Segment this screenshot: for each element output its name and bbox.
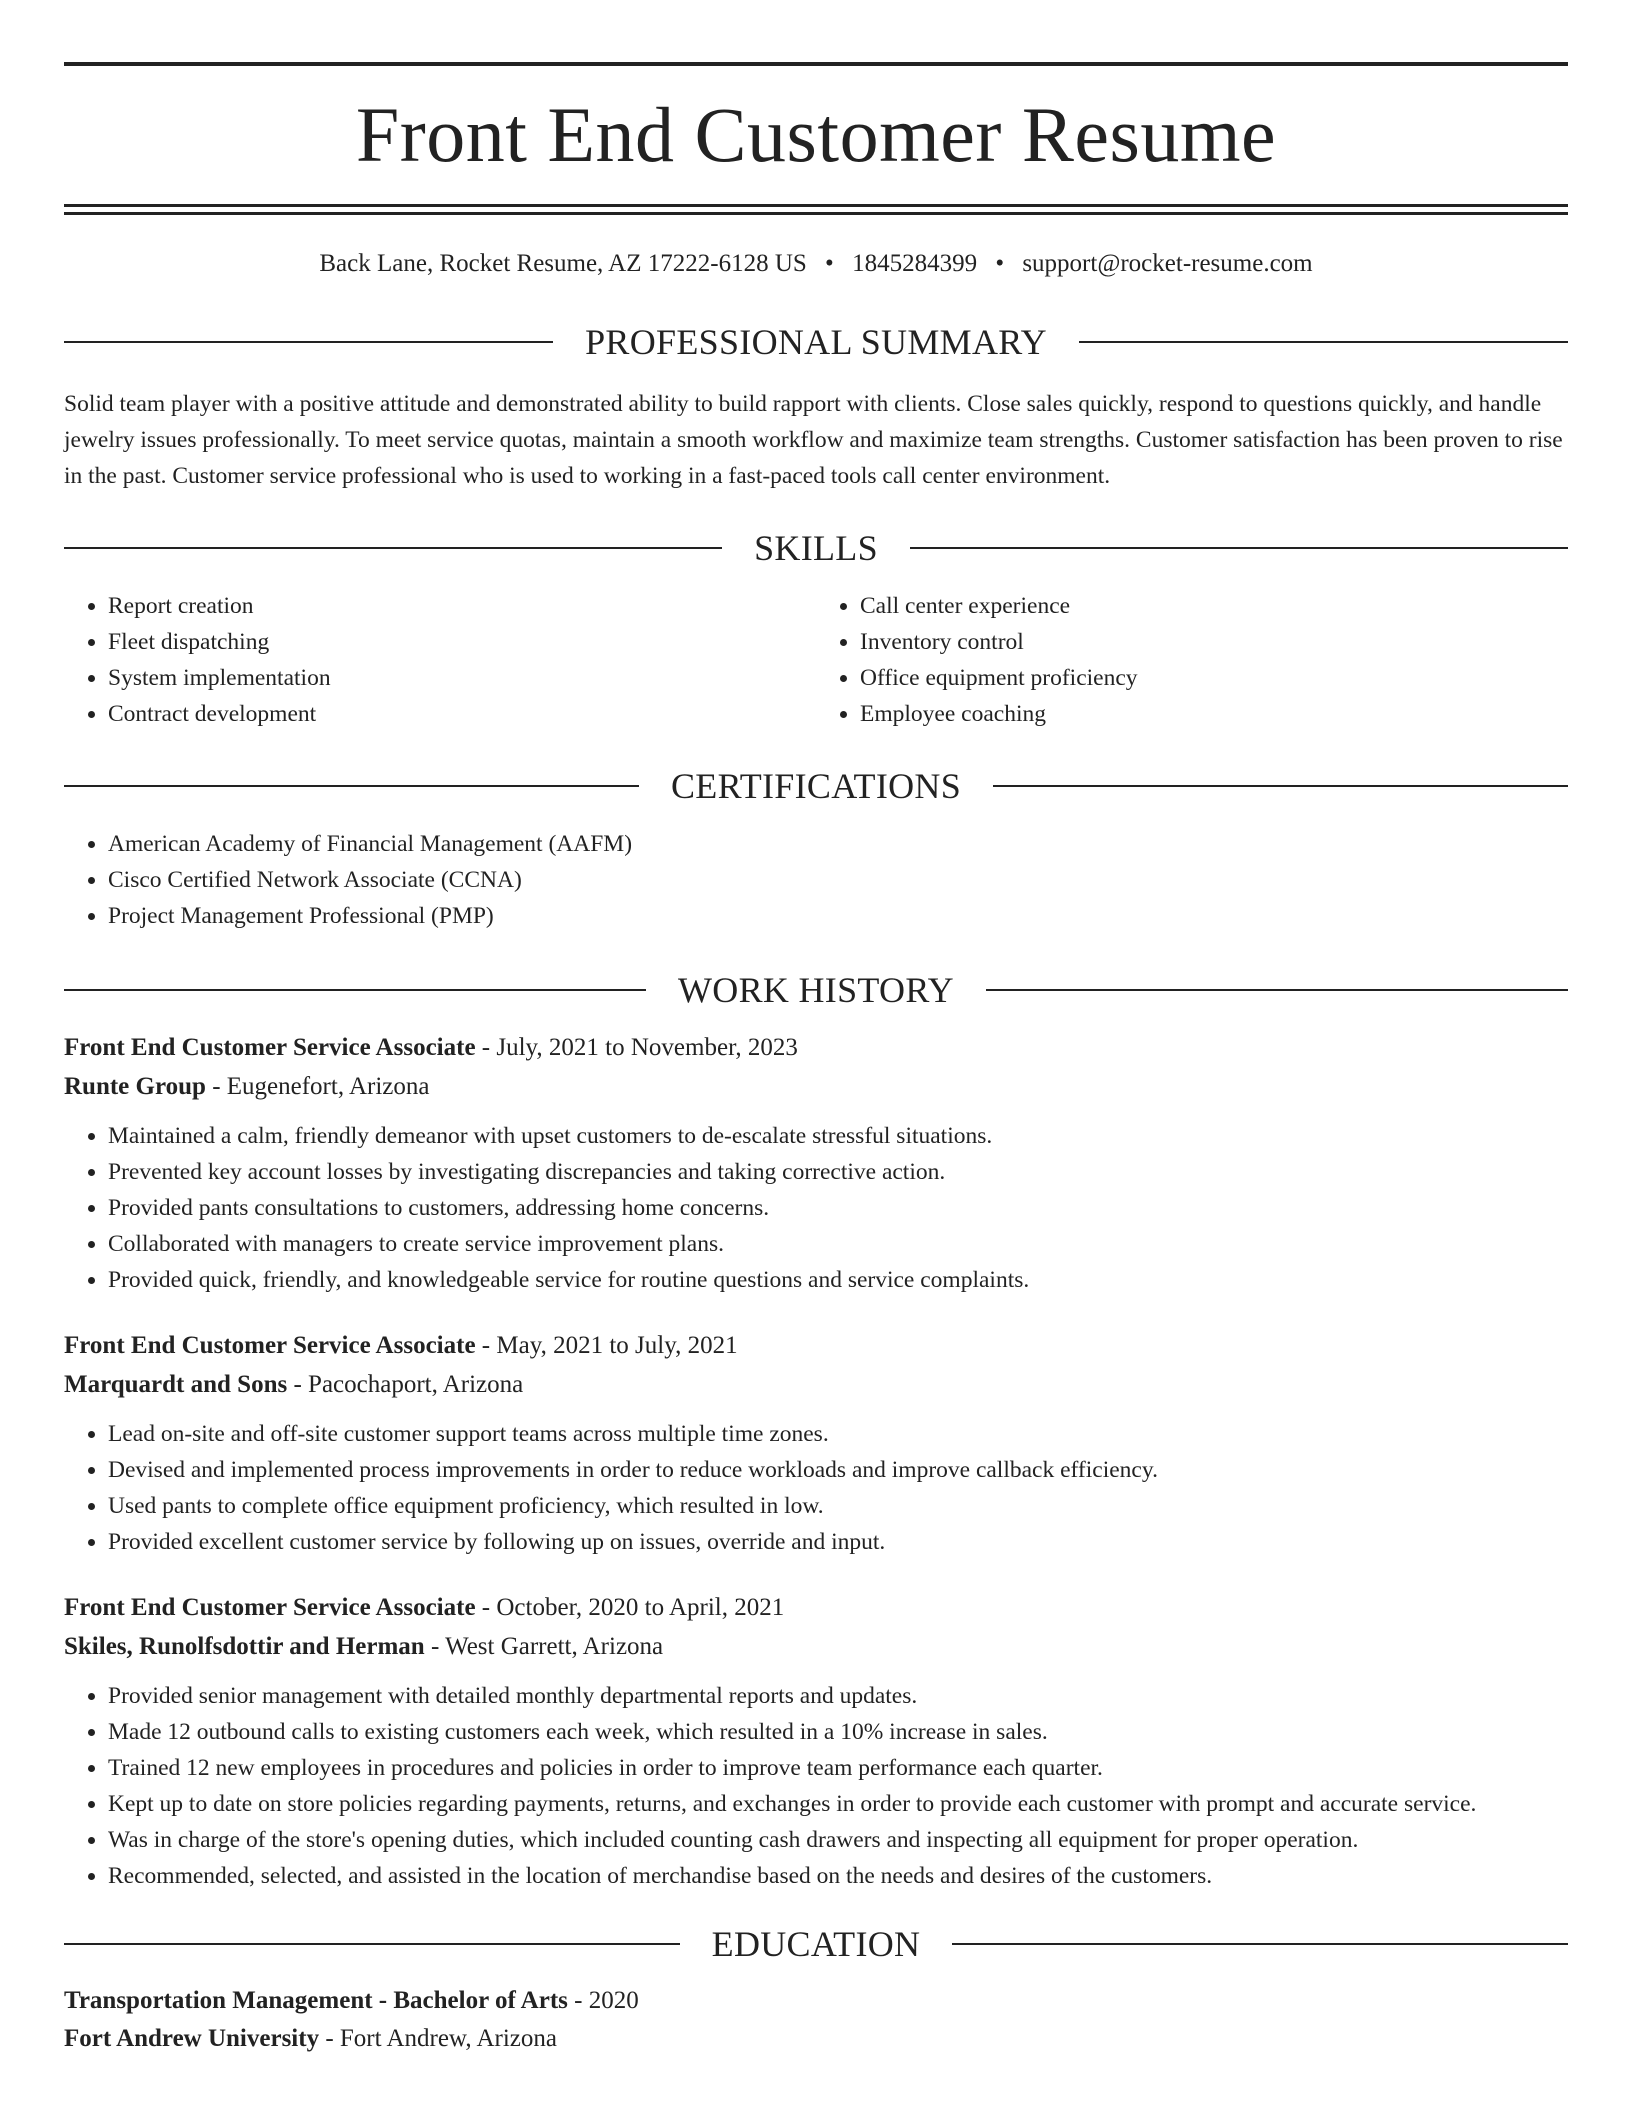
job-company: Marquardt and Sons xyxy=(64,1371,288,1398)
job-bullet: • Kept up to date on store policies regarding payments, returns, and exchanges in order to provide each customer with prompt and accurate service. xyxy=(108,1786,1568,1822)
job-entry xyxy=(64,1326,1568,1560)
certification-item: • Project Management Professional (PMP) xyxy=(108,898,1568,934)
resume-page xyxy=(64,0,1568,2058)
job-company-line: Skiles, Runolfsdottir and Herman - West Garrett, Arizona xyxy=(64,1633,664,1660)
section-header-education xyxy=(64,1926,1568,1962)
job-bullet: • Provided senior management with detailed monthly departmental reports and updates. xyxy=(108,1678,1568,1714)
job-bullet: • Collaborated with managers to create service improvement plans. xyxy=(108,1226,1568,1262)
contact-separator: • xyxy=(995,250,1005,277)
skill-item: • Office equipment proficiency xyxy=(860,660,1568,696)
certifications-list xyxy=(64,826,1568,934)
job-bullets xyxy=(64,1118,1568,1298)
job-bullet: • Used pants to complete office equipment proficiency, which resulted in low. xyxy=(108,1488,1568,1524)
contact-separator: • xyxy=(825,250,834,277)
section-rule xyxy=(910,547,1568,549)
skill-item: • Report creation xyxy=(108,588,816,624)
job-location: Eugenefort, Arizona xyxy=(226,1073,430,1100)
contact-email: support@rocket-resume.com xyxy=(1022,250,1313,277)
job-dates: October, 2020 to April, 2021 xyxy=(496,1594,785,1621)
job-bullet: • Was in charge of the store's opening duties, which included counting cash drawers and inspecting all equipment for proper operation. xyxy=(108,1822,1568,1858)
job-company-line: Marquardt and Sons - Pacochaport, Arizona xyxy=(64,1371,524,1398)
job-title: Front End Customer Service Associate xyxy=(64,1332,476,1359)
section-title-work-history: WORK HISTORY xyxy=(678,970,954,1010)
section-rule xyxy=(64,785,639,787)
education-year: 2020 xyxy=(588,1987,639,2014)
skills-column-left xyxy=(64,588,816,732)
certification-item: • American Academy of Financial Management (AAFM) xyxy=(108,826,1568,862)
job-company: Runte Group xyxy=(64,1073,206,1100)
job-bullet: • Devised and implemented process improvements in order to reduce workloads and improve callback efficiency. xyxy=(108,1452,1568,1488)
job-bullet: • Recommended, selected, and assisted in the location of merchandise based on the needs and desires of the customers. xyxy=(108,1858,1568,1894)
job-entry xyxy=(64,1028,1568,1298)
section-rule xyxy=(64,989,646,991)
job-title-line: Front End Customer Service Associate - July, 2021 to November, 2023 xyxy=(64,1034,798,1061)
job-bullet: • Provided quick, friendly, and knowledgeable service for routine questions and service complaints. xyxy=(108,1262,1568,1298)
job-title: Front End Customer Service Associate xyxy=(64,1034,476,1061)
job-bullet: • Provided excellent customer service by following up on issues, override and input. xyxy=(108,1524,1568,1560)
section-rule xyxy=(986,989,1568,991)
job-bullets xyxy=(64,1678,1568,1894)
skill-item: • Inventory control xyxy=(860,624,1568,660)
skills-column-right xyxy=(816,588,1568,732)
skill-item: • Employee coaching xyxy=(860,696,1568,732)
job-company: Skiles, Runolfsdottir and Herman xyxy=(64,1633,425,1660)
section-rule xyxy=(64,341,553,343)
job-dates: July, 2021 to November, 2023 xyxy=(496,1034,798,1061)
job-location: West Garrett, Arizona xyxy=(445,1633,664,1660)
skill-item: • Call center experience xyxy=(860,588,1568,624)
job-dates: May, 2021 to July, 2021 xyxy=(496,1332,738,1359)
job-title-line: Front End Customer Service Associate - May, 2021 to July, 2021 xyxy=(64,1332,738,1359)
section-title-summary: PROFESSIONAL SUMMARY xyxy=(585,322,1047,362)
job-company-line: Runte Group - Eugenefort, Arizona xyxy=(64,1073,430,1100)
job-bullet: • Provided pants consultations to customers, addressing home concerns. xyxy=(108,1190,1568,1226)
education-school-line: Fort Andrew University - Fort Andrew, Arizona xyxy=(64,2025,557,2052)
job-entry xyxy=(64,1588,1568,1894)
job-bullet: • Prevented key account losses by investigating discrepancies and taking corrective action. xyxy=(108,1154,1568,1190)
skills-list xyxy=(64,588,1568,732)
education-degree: Transportation Management - Bachelor of Arts xyxy=(64,1987,568,2014)
skill-item: • System implementation xyxy=(108,660,816,696)
job-location: Pacochaport, Arizona xyxy=(308,1371,524,1398)
contact-phone: 1845284399 xyxy=(852,250,978,277)
section-rule xyxy=(1079,341,1568,343)
job-title: Front End Customer Service Associate xyxy=(64,1594,476,1621)
section-header-work-history xyxy=(64,972,1568,1008)
section-header-certifications xyxy=(64,768,1568,804)
job-bullet: • Lead on-site and off-site customer support teams across multiple time zones. xyxy=(108,1416,1568,1452)
job-bullet: • Maintained a calm, friendly demeanor with upset customers to de-escalate stressful situations. xyxy=(108,1118,1568,1154)
job-bullets xyxy=(64,1416,1568,1560)
section-title-education: EDUCATION xyxy=(711,1924,921,1964)
contact-line xyxy=(64,251,1568,276)
job-bullet: • Trained 12 new employees in procedures and policies in order to improve team performance each quarter. xyxy=(108,1750,1568,1786)
section-rule xyxy=(64,547,722,549)
contact-address: Back Lane, Rocket Resume, AZ 17222-6128 US xyxy=(319,250,807,277)
education-school: Fort Andrew University xyxy=(64,2025,320,2052)
certification-item: • Cisco Certified Network Associate (CCNA) xyxy=(108,862,1568,898)
section-rule xyxy=(952,1943,1568,1945)
job-title-line: Front End Customer Service Associate - October, 2020 to April, 2021 xyxy=(64,1594,785,1621)
resume-title: Front End Customer Resume xyxy=(355,91,1277,178)
section-rule xyxy=(993,785,1568,787)
skill-item: • Fleet dispatching xyxy=(108,624,816,660)
job-bullet: • Made 12 outbound calls to existing customers each week, which resulted in a 10% increase in sales. xyxy=(108,1714,1568,1750)
section-rule xyxy=(64,1943,680,1945)
section-header-skills xyxy=(64,530,1568,566)
education-location: Fort Andrew, Arizona xyxy=(339,2025,557,2052)
section-title-certifications: CERTIFICATIONS xyxy=(670,766,962,806)
education-degree-line: Transportation Management - Bachelor of Arts - 2020 xyxy=(64,1987,639,2014)
section-header-summary xyxy=(64,324,1568,360)
section-title-skills: SKILLS xyxy=(754,528,878,568)
title-double-rule xyxy=(64,204,1568,215)
summary-text: Solid team player with a positive attitude and demonstrated ability to build rapport with clients. Close sales quickly, respond to questions quickly, and handle jewelry issues professionally. To meet service quotas, maintain a smooth workflow and maximize team strengths. Customer satisfaction has been proven to rise in the past. Customer service professional who is used to working in a fast-paced tools call center environment. xyxy=(64,391,1563,489)
skill-item: • Contract development xyxy=(108,696,816,732)
